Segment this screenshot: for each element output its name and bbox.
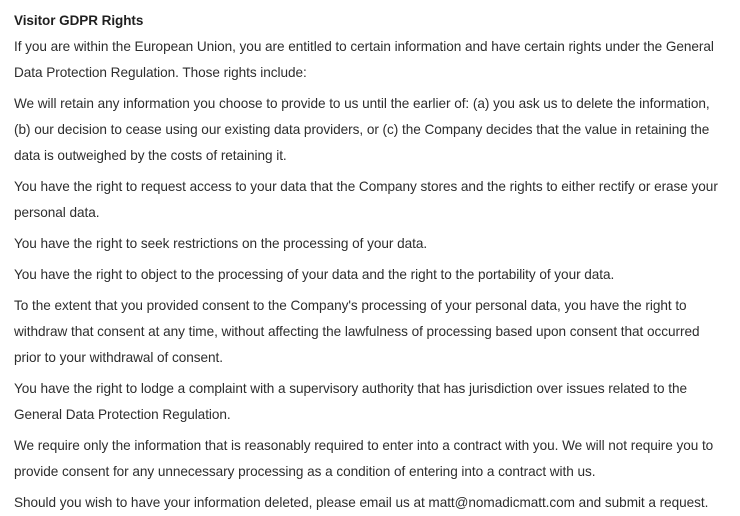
paragraph-right-restrict: You have the right to seek restrictions on the processing of your data. [14,236,428,251]
paragraph-right-object: You have the right to object to the processing of your data and the right to the portability of your data. [14,267,615,282]
paragraph-minimal-information: We require only the information that is reasonably required to enter into a contract with you. We will not require you to provide consent for any unnecessary processing as a condition of entering into a contract with us. [14,438,714,479]
paragraph-intro: If you are within the European Union, you are entitled to certain information and have certain rights under the General Data Protection Regulation. Those rights include: [14,39,714,80]
paragraph-right-access: You have the right to request access to your data that the Company stores and the rights to either rectify or erase your personal data. [14,179,718,220]
paragraph-right-withdraw-consent: To the extent that you provided consent to the Company's processing of your personal data, you have the right to withdraw that consent at any time, without affecting the lawfulness of processing based upon consent that occurred prior to your withdrawal of consent. [14,298,700,365]
page-title: Visitor GDPR Rights [14,13,144,28]
paragraph-deletion-request: Should you wish to have your information deleted, please email us at matt@nomadicmatt.com and submit a request. [14,495,709,510]
paragraph-right-complaint: You have the right to lodge a complaint with a supervisory authority that has jurisdiction over issues related to the General Data Protection Regulation. [14,381,687,422]
paragraph-data-retention: We will retain any information you choose to provide to us until the earlier of: (a) you ask us to delete the information, (b) our decision to cease using our existing data providers, or (c) the Company decides that the value in retaining the data is outweighed by the costs of retaining it. [14,96,710,163]
